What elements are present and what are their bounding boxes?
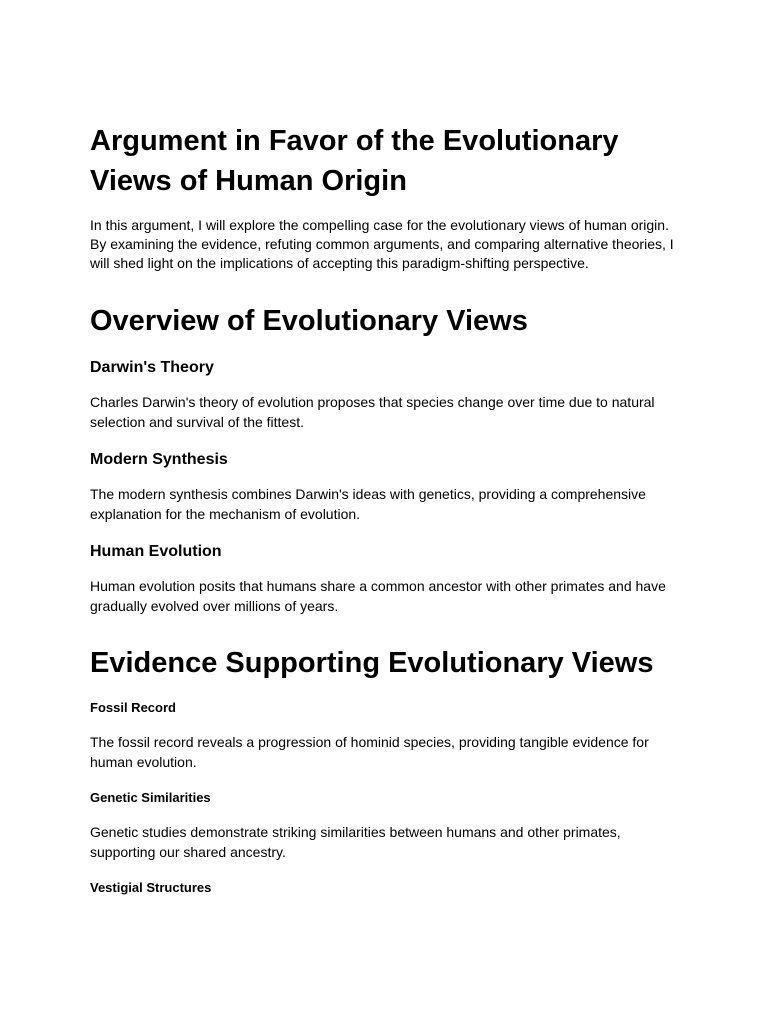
document-title: Argument in Favor of the Evolutionary Views of Human Origin <box>90 125 619 197</box>
intro-paragraph: In this argument, I will explore the compelling case for the evolutionary views of human origin. By examining the evidence, refuting common arguments, and comparing alternative theories, I will shed light on the implications of accepting this paradigm-shifting perspective. <box>90 217 674 271</box>
darwins-theory-text: Charles Darwin's theory of evolution proposes that species change over time due to natural selection and survival of the fittest. <box>90 394 655 430</box>
overview-heading: Overview of Evolutionary Views <box>90 305 528 337</box>
human-evolution-heading: Human Evolution <box>90 543 222 560</box>
human-evolution-text: Human evolution posits that humans share a common ancestor with other primates and have gradually evolved over millions of years. <box>90 578 666 614</box>
overview-section <box>90 304 680 616</box>
evidence-heading: Evidence Supporting Evolutionary Views <box>90 647 654 679</box>
genetic-similarities-text: Genetic studies demonstrate striking similarities between humans and other primates, supporting our shared ancestry. <box>90 824 621 860</box>
vestigial-structures-heading: Vestigial Structures <box>90 880 212 895</box>
modern-synthesis-text: The modern synthesis combines Darwin's ideas with genetics, providing a comprehensive explanation for the mechanism of evolution. <box>90 486 646 522</box>
document-page <box>90 121 680 897</box>
evidence-section <box>90 646 680 897</box>
darwins-theory-heading: Darwin's Theory <box>90 359 214 376</box>
genetic-similarities-heading: Genetic Similarities <box>90 790 211 805</box>
fossil-record-heading: Fossil Record <box>90 700 176 715</box>
modern-synthesis-heading: Modern Synthesis <box>90 451 228 468</box>
fossil-record-text: The fossil record reveals a progression of hominid species, providing tangible evidence for human evolution. <box>90 734 649 770</box>
